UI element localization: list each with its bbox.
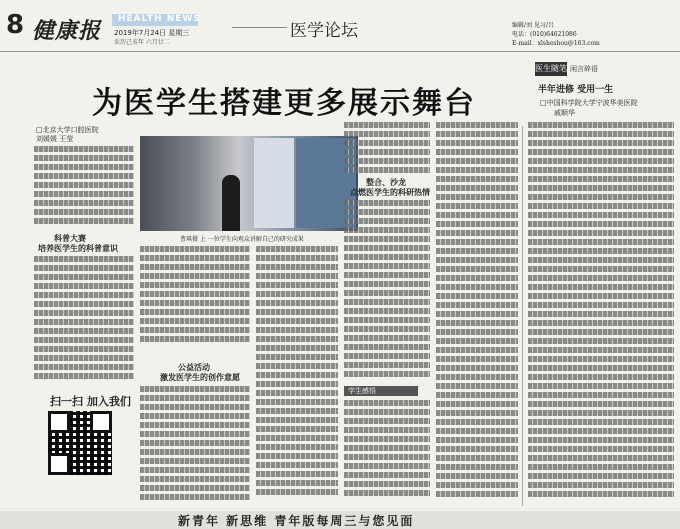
- sidebar-tag: 学生感悟: [344, 386, 418, 396]
- paper-logo: 健康报: [32, 18, 102, 44]
- subhead-science-contest: 科普大赛: [54, 233, 86, 243]
- article-column-2a: [140, 246, 250, 348]
- column-divider: [522, 126, 523, 506]
- lunar-date: 农历己亥年 六月廿二: [114, 39, 170, 46]
- footer-slogan: 新青年 新思维 青年版每周三与您见面: [178, 514, 415, 528]
- qr-finder-top-right: [90, 411, 112, 433]
- subhead-science-contest-2: 培养医学生的科普意识: [38, 243, 118, 253]
- byline-org: □北京大学口腔医院: [36, 126, 99, 134]
- photo-person: [222, 175, 240, 231]
- subhead-charity-2: 激发医学生的创作意愿: [160, 372, 240, 382]
- issue-date: 2019年7月24日 星期三: [114, 29, 190, 37]
- column-label: 闲言碎语: [570, 65, 598, 73]
- section-divider: [232, 27, 287, 28]
- article-column-4a: [344, 122, 430, 176]
- article-column-1b: [34, 256, 134, 386]
- qr-title: 扫一扫 加入我们: [50, 395, 131, 408]
- byline-authors: 刘媛媛 王莹: [36, 135, 74, 143]
- email: E-mail：xlsheshou@163.com: [512, 40, 600, 47]
- subhead-research-2: 点燃医学生的科研热情: [350, 187, 430, 197]
- side-article-title: 半年进修 受用一生: [538, 85, 614, 95]
- article-column-1a: [34, 146, 134, 228]
- column-icon: 医生随笔: [535, 62, 567, 76]
- subhead-research: 整合、沙龙: [366, 177, 406, 187]
- qr-finder-top-left: [48, 411, 70, 433]
- photo-poster-left: [254, 138, 294, 228]
- article-column-3: [256, 246, 338, 504]
- article-column-4c: [344, 400, 430, 504]
- subhead-charity: 公益活动: [178, 362, 210, 372]
- side-article-body: [528, 122, 674, 504]
- section-title: 医学论坛: [290, 21, 358, 41]
- phone: 电话：(010)64621086: [512, 31, 577, 38]
- article-column-4b: [344, 200, 430, 382]
- section-tag: HEALTH NEWS: [118, 14, 201, 24]
- qr-code[interactable]: [48, 411, 112, 475]
- side-article-org: □中国科学院大学宁波华美医院: [540, 99, 638, 107]
- photo-caption: 曹琪摄 上 一位学生向观众讲解自己的研究成果: [180, 236, 304, 243]
- qr-finder-bottom-left: [48, 453, 70, 475]
- editors: 编辑/刘 见习/吕: [512, 22, 554, 29]
- side-article-author: 戚顺华: [554, 109, 575, 117]
- masthead-rule: [0, 51, 680, 52]
- page-number: 8: [6, 10, 25, 40]
- article-column-5: [436, 122, 518, 504]
- article-column-2b: [140, 386, 250, 504]
- headline: 为医学生搭建更多展示舞台: [92, 86, 476, 121]
